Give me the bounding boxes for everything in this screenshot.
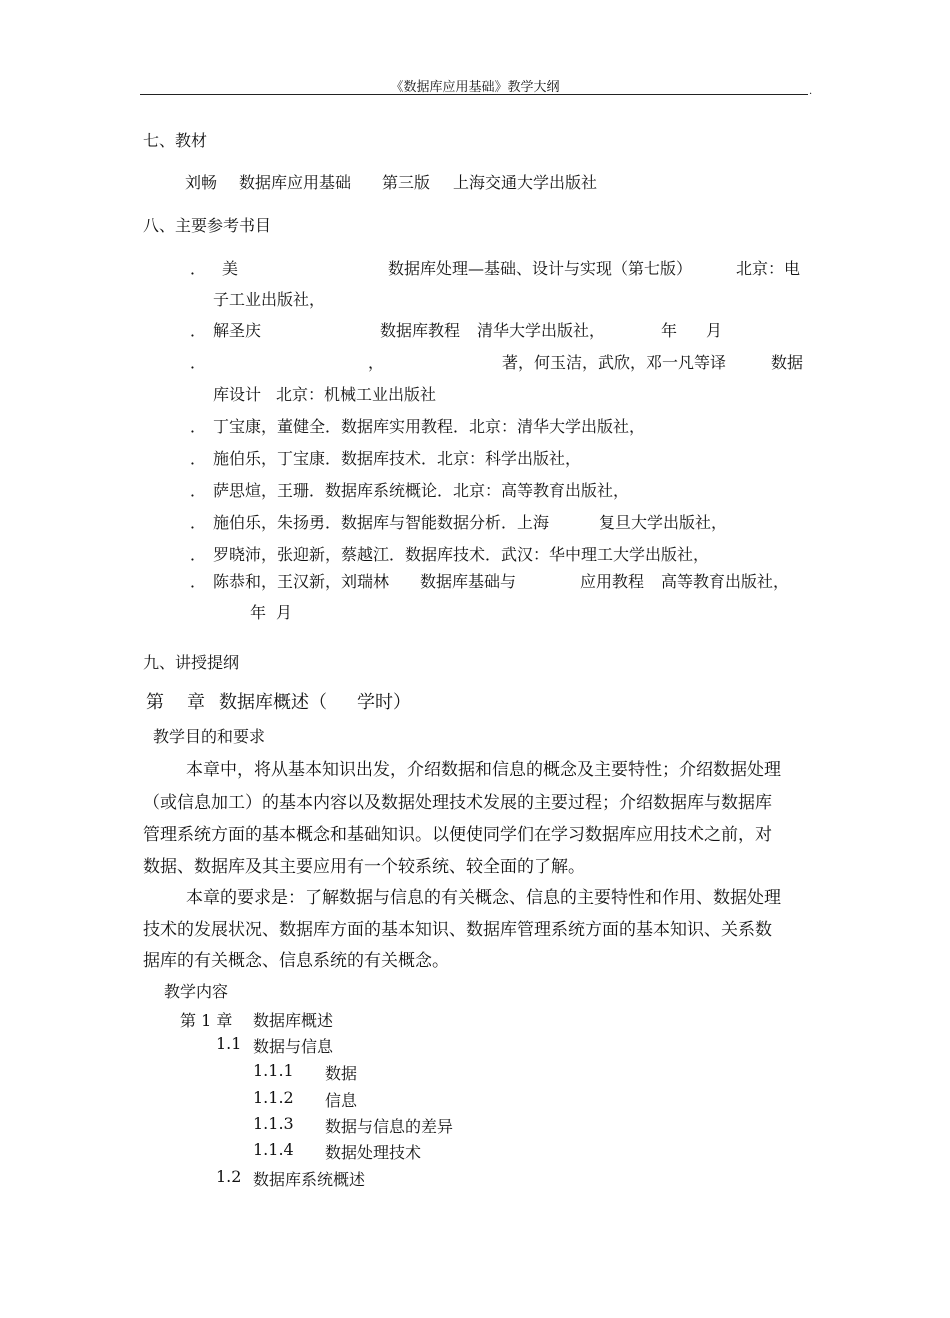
toc-number: 第 1 章 (180, 1011, 233, 1030)
ref-text: 年 (661, 321, 678, 340)
toc-label: 数据 (325, 1064, 358, 1083)
toc-label: 数据库系统概述 (253, 1170, 366, 1189)
ref-text: 著，何玉洁，武欣，邓一凡等译 (502, 353, 727, 372)
textbook-title: 数据库应用基础 (239, 173, 352, 192)
toc-number: 1.1.4 (253, 1140, 294, 1159)
toc-label: 数据库概述 (253, 1011, 334, 1030)
paragraph-line: 本章中，将从基本知识出发，介绍数据和信息的概念及主要特性；介绍数据处理 (186, 760, 781, 780)
toc-number: 1.1.2 (253, 1088, 294, 1107)
ref-text: 罗晓沛，张迎新，蔡越江．数据库技术．武汉：华中理工大学出版社， (213, 545, 710, 564)
ref-text: 北京：机械工业出版社 (276, 385, 437, 404)
ref-bullet: ． (190, 545, 207, 564)
toc-label: 数据处理技术 (325, 1143, 422, 1162)
ref-text: 高等教育出版社， (661, 572, 790, 591)
subsection-heading: 教学目的和要求 (153, 727, 266, 746)
ref-text: ， (368, 353, 385, 372)
chapter-title-part: 学时） (357, 692, 411, 713)
ref-text: 数据 (771, 353, 804, 372)
chapter-title-part: 数据库概述（ (219, 692, 327, 713)
ref-bullet: ． (190, 449, 207, 468)
ref-text: 解圣庆 (213, 321, 262, 340)
ref-bullet: ． (190, 572, 207, 591)
ref-text: 北京：电 (736, 259, 801, 278)
textbook-author: 刘畅 (185, 173, 218, 192)
ref-text: 数据库教程 (380, 321, 461, 340)
paragraph-line: 数据、数据库及其主要应用有一个较系统、较全面的了解。 (143, 857, 585, 877)
textbook-publisher: 上海交通大学出版社 (453, 173, 598, 192)
page-header-title: 《数据库应用基础》教学大纲 (390, 80, 560, 95)
ref-text: 年 (250, 603, 267, 622)
toc-number: 1.1 (216, 1034, 242, 1053)
section-heading: 九、讲授提纲 (143, 653, 240, 672)
ref-text: 萨思煊，王珊．数据库系统概论．北京：高等教育出版社， (213, 481, 630, 500)
toc-number: 1.1.3 (253, 1114, 294, 1133)
ref-text: 月 (706, 321, 723, 340)
ref-text: 子工业出版社， (213, 290, 326, 309)
ref-text: 应用教程 (580, 572, 645, 591)
section-heading: 八、主要参考书目 (143, 216, 272, 235)
ref-bullet: ． (190, 481, 207, 500)
ref-text: 数据库处理—基础、设计与实现（第七版） (388, 259, 693, 278)
ref-bullet: ． (190, 513, 207, 532)
header-dot: . (809, 86, 813, 97)
header-rule (140, 94, 808, 95)
ref-bullet: ． (190, 417, 207, 436)
ref-text: 数据库基础与 (420, 572, 517, 591)
paragraph-line: （或信息加工）的基本内容以及数据处理技术发展的主要过程；介绍数据库与数据库 (143, 793, 772, 813)
ref-text: 清华大学出版社， (477, 321, 606, 340)
toc-label: 信息 (325, 1091, 358, 1110)
subsection-heading: 教学内容 (164, 982, 229, 1001)
ref-text: 丁宝康，董健全．数据库实用教程．北京：清华大学出版社， (213, 417, 646, 436)
toc-number: 1.2 (216, 1167, 242, 1186)
paragraph-line: 据库的有关概念、信息系统的有关概念。 (143, 951, 449, 971)
ref-text: 美 (222, 259, 239, 278)
ref-bullet: ． (190, 259, 207, 278)
ref-text: 月 (276, 603, 293, 622)
chapter-title-part: 第 (146, 692, 164, 713)
chapter-title-part: 章 (187, 692, 205, 713)
toc-label: 数据与信息的差异 (325, 1117, 454, 1136)
ref-text: 施伯乐，朱扬勇．数据库与智能数据分析．上海 (213, 513, 550, 532)
ref-text: 库设计 (213, 385, 262, 404)
ref-bullet: ． (190, 321, 207, 340)
ref-text: 陈恭和，王汉新，刘瑞林 (213, 572, 390, 591)
ref-text: 复旦大学出版社， (599, 513, 728, 532)
ref-text: 施伯乐，丁宝康．数据库技术．北京：科学出版社， (213, 449, 582, 468)
textbook-edition: 第三版 (382, 173, 431, 192)
toc-label: 数据与信息 (253, 1037, 334, 1056)
paragraph-line: 本章的要求是：了解数据与信息的有关概念、信息的主要特性和作用、数据处理 (186, 888, 781, 908)
paragraph-line: 管理系统方面的基本概念和基础知识。以便使同学们在学习数据库应用技术之前，对 (143, 825, 772, 845)
paragraph-line: 技术的发展状况、数据库方面的基本知识、数据库管理系统方面的基本知识、关系数 (143, 920, 772, 940)
toc-number: 1.1.1 (253, 1061, 294, 1080)
ref-bullet: ． (190, 353, 207, 372)
section-heading: 七、教材 (143, 131, 208, 150)
